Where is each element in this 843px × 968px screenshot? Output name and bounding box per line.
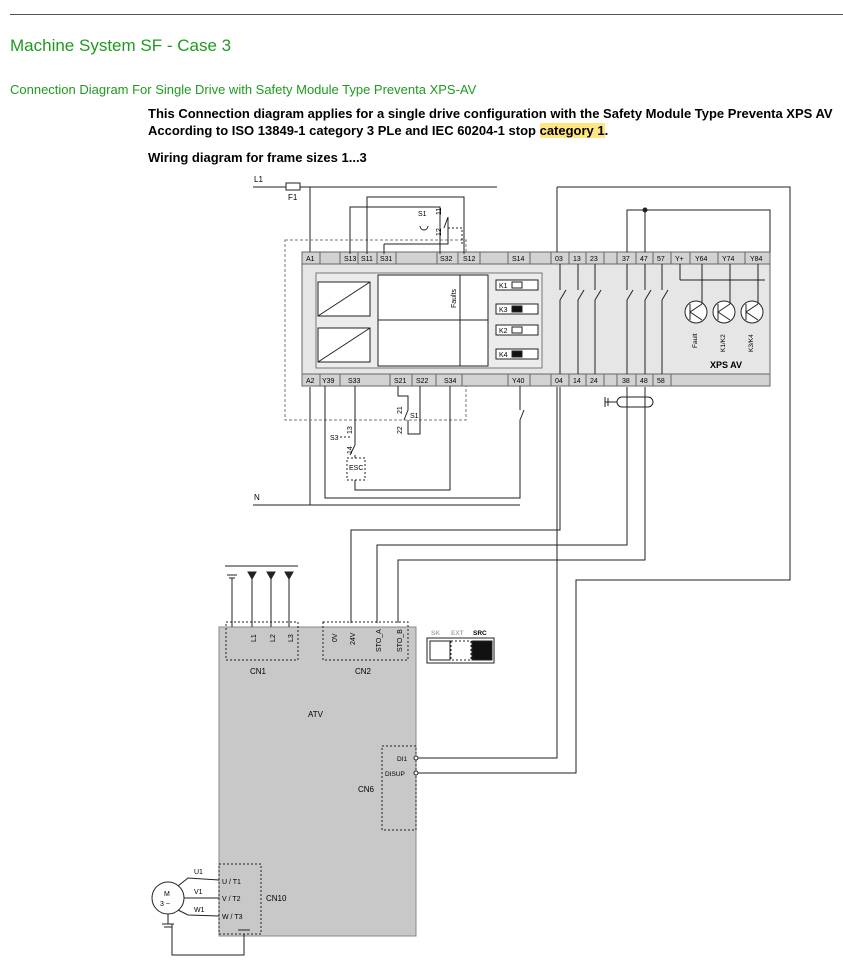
term-s31: S31 (380, 256, 393, 263)
cn10-terminals (222, 879, 243, 921)
term-s11: S11 (361, 256, 373, 263)
s3-contact-13: 13 (347, 426, 354, 434)
transistor-k1k2: K1/K2 (720, 334, 727, 352)
cn10-w: W / T3 (222, 914, 243, 921)
term-48: 48 (640, 378, 648, 385)
term-s12: S12 (463, 256, 476, 263)
cable-shield (605, 397, 653, 407)
selector-ext: EXT (451, 630, 464, 637)
selector-sk: SK (431, 630, 441, 637)
selector-labels (431, 630, 487, 637)
intro-end: . (604, 123, 609, 138)
cn2-sto-b: STO_B (397, 629, 404, 652)
term-yplus: Y+ (675, 256, 684, 263)
s1-contact-12: 12 (436, 228, 443, 236)
term-y39: Y39 (322, 378, 335, 385)
motor-u1: U1 (194, 869, 203, 876)
s1-label-upper: S1 (418, 211, 427, 218)
s1-contact-21: 21 (397, 406, 404, 414)
term-47: 47 (640, 256, 648, 263)
term-s22: S22 (416, 378, 429, 385)
term-13: 13 (573, 256, 581, 263)
s1-upper-circuit (350, 197, 464, 254)
term-58: 58 (657, 378, 665, 385)
term-s13: S13 (344, 256, 357, 263)
cn2-label: CN2 (355, 667, 372, 676)
xps-bottom-strip (302, 374, 770, 386)
term-37: 37 (622, 256, 630, 263)
term-s33: S33 (348, 378, 361, 385)
term-s34: S34 (444, 378, 457, 385)
transistor-k3k4: K3/K4 (748, 334, 755, 352)
relay-k3: K3 (499, 307, 508, 314)
motor-m: M (164, 891, 170, 898)
xps-name: XPS AV (710, 360, 743, 370)
cn1-label: CN1 (250, 667, 267, 676)
motor-v1: V1 (194, 889, 203, 896)
term-23: 23 (590, 256, 598, 263)
cn10-label: CN10 (266, 894, 287, 903)
term-s32: S32 (440, 256, 453, 263)
term-y64: Y64 (695, 256, 708, 263)
lower-switch-circuit (325, 386, 524, 498)
fuse-f1 (286, 183, 300, 190)
cn1-terminals (251, 634, 295, 642)
term-s14: S14 (512, 256, 525, 263)
cn1-l3: L3 (288, 634, 295, 642)
cn2-24v: 24V (350, 632, 357, 645)
term-04: 04 (555, 378, 563, 385)
term-y84: Y84 (750, 256, 763, 263)
s1-contact-22: 22 (397, 426, 404, 434)
term-s21: S21 (394, 378, 407, 385)
cn1-l2: L2 (270, 634, 277, 642)
relay-k2: K2 (499, 328, 508, 335)
term-a2: A2 (306, 378, 315, 385)
term-03: 03 (555, 256, 563, 263)
term-14: 14 (573, 378, 581, 385)
s3-contact-14: 14 (347, 446, 354, 454)
intro-text: This Connection diagram applies for a single drive configuration with the Safety Module Type Preventa XPS AV According to ISO 13849-1 category 3 PLe and IEC 60204-1 stop (148, 106, 833, 138)
intro-highlight: category 1 (539, 123, 605, 138)
fuse-label: F1 (288, 193, 298, 202)
cn2-0v: 0V (332, 633, 339, 642)
cn1-wires (225, 566, 298, 627)
cn1-l1: L1 (251, 634, 258, 642)
relay-k4: K4 (499, 352, 508, 359)
page-title: Machine System SF - Case 3 (10, 36, 232, 55)
relay-k1: K1 (499, 283, 508, 290)
esc-label: ESC (349, 465, 364, 472)
motor-phase: 3 ~ (160, 901, 170, 908)
motor-w1: W1 (194, 907, 205, 914)
term-y74: Y74 (722, 256, 735, 263)
transistor-fault: Fault (692, 333, 699, 348)
term-24: 24 (590, 378, 598, 385)
s3-label: S3 (330, 435, 339, 442)
cn10-v: V / T2 (222, 896, 241, 903)
s1-upper-labels (418, 208, 443, 236)
source-selector (427, 638, 494, 663)
cn10-u: U / T1 (222, 879, 241, 886)
s1-contact-11: 11 (436, 207, 443, 215)
atv-label: ATV (308, 710, 323, 719)
cn6-label: CN6 (358, 785, 375, 794)
n-label: N (254, 493, 260, 502)
term-57: 57 (657, 256, 665, 263)
s1-label-lower: S1 (410, 413, 419, 420)
selector-src: SRC (473, 630, 487, 637)
cn6-di1: DI1 (397, 756, 408, 763)
l1-label: L1 (254, 175, 263, 184)
term-a1: A1 (306, 256, 315, 263)
faults-label: Faults (451, 288, 458, 308)
term-y40: Y40 (512, 378, 525, 385)
section-title: Connection Diagram For Single Drive with Safety Module Type Preventa XPS-AV (10, 82, 477, 97)
term-38: 38 (622, 378, 630, 385)
cn6-disup: DISUP (385, 771, 405, 778)
diagram-caption: Wiring diagram for frame sizes 1...3 (148, 150, 367, 165)
cn2-sto-a: STO_A (376, 629, 383, 652)
atv-body (219, 627, 416, 936)
